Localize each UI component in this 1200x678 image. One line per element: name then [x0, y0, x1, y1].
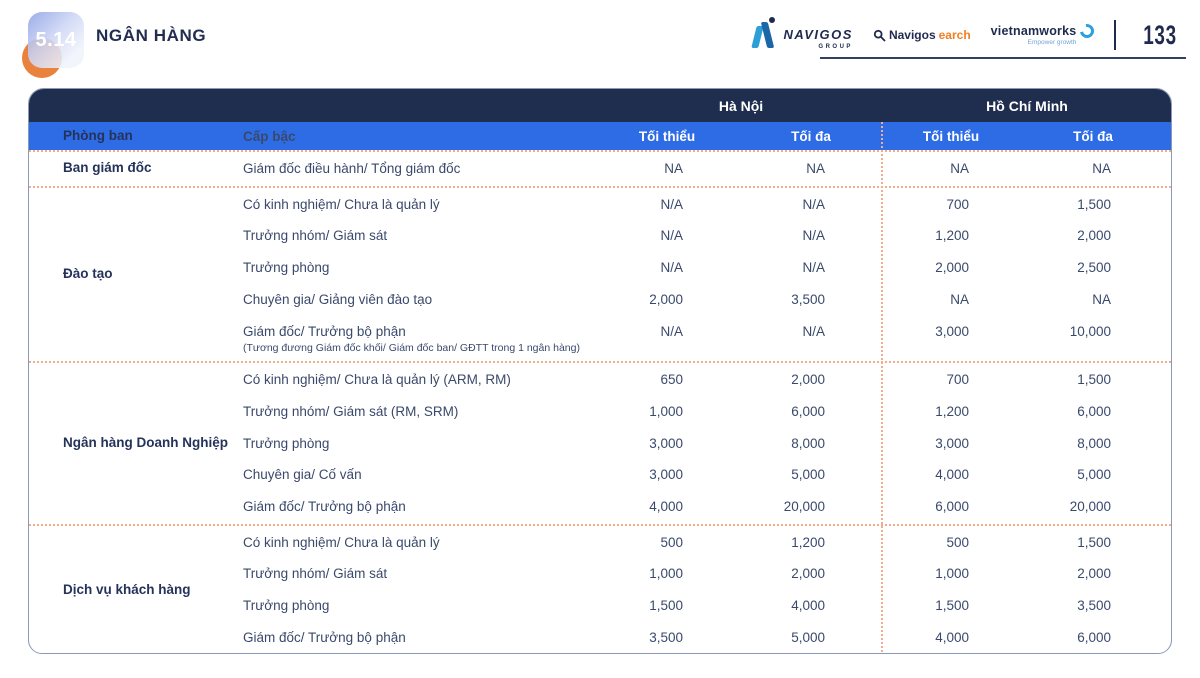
section-rows — [231, 153, 1173, 185]
salary-value: 1,500 — [1077, 196, 1111, 212]
table-row — [231, 622, 1173, 654]
level-cell — [231, 396, 601, 428]
page-number: 133 — [1143, 19, 1177, 50]
level-cell — [231, 491, 601, 523]
salary-value: NA — [806, 161, 825, 176]
level-name: Giám đốc/ Trưởng bộ phận — [243, 323, 406, 339]
row-filler — [1111, 284, 1173, 316]
row-filler — [1111, 364, 1173, 396]
level-name: Chuyên gia/ Cố vấn — [243, 467, 362, 483]
level-cell — [231, 364, 601, 396]
table-row — [231, 220, 1173, 252]
logo-bar — [761, 22, 774, 48]
column-header-hcm-max: Tối đa — [1073, 128, 1113, 144]
salary-value: 4,000 — [791, 598, 825, 614]
table-row — [231, 252, 1173, 284]
salary-value: 8,000 — [791, 435, 825, 451]
salary-value: 2,000 — [649, 291, 683, 307]
level-name: Có kinh nghiệm/ Chưa là quản lý (ARM, RM) — [243, 372, 511, 388]
column-header-hn-min: Tối thiểu — [638, 128, 696, 144]
logo-row — [752, 16, 1184, 54]
row-filler — [1111, 153, 1173, 185]
salary-value: 5,000 — [1077, 467, 1111, 483]
table-section — [29, 361, 1171, 524]
salary-value: 6,000 — [1077, 403, 1111, 419]
salary-value: 700 — [946, 196, 969, 212]
navigos-group-logo — [752, 20, 853, 50]
table-row — [231, 558, 1173, 590]
salary-value: 3,500 — [649, 629, 683, 645]
vietnamworks-logo — [991, 24, 1095, 47]
level-cell — [231, 153, 601, 185]
level-name: Trưởng nhóm/ Giám sát (RM, SRM) — [243, 403, 459, 419]
navigos-search-name: Navigos — [888, 28, 936, 42]
level-name: Giám đốc điều hành/ Tổng giám đốc — [243, 161, 461, 176]
vietnamworks-top — [991, 24, 1095, 38]
salary-value: 1,500 — [935, 598, 969, 614]
salary-value: 3,000 — [649, 435, 683, 451]
table-section — [29, 150, 1171, 186]
vietnamworks-swirl-icon — [1078, 21, 1097, 40]
column-header-level: Cấp bậc — [243, 128, 296, 144]
salary-value: 700 — [946, 372, 969, 388]
table-row — [231, 428, 1173, 460]
salary-value: 2,000 — [791, 566, 825, 582]
salary-value: N/A — [802, 228, 825, 244]
salary-value: 1,000 — [649, 566, 683, 582]
salary-value: 500 — [946, 534, 969, 550]
region-header-hanoi: Hà Nội — [718, 97, 764, 114]
table-row — [231, 316, 1173, 361]
salary-value: 4,000 — [649, 499, 683, 515]
salary-value: 10,000 — [1069, 323, 1111, 339]
navigos-group-text — [783, 28, 853, 50]
row-filler — [1111, 252, 1173, 284]
salary-value: N/A — [660, 196, 683, 212]
level-cell — [231, 590, 601, 622]
row-filler — [1111, 396, 1173, 428]
level-name: Có kinh nghiệm/ Chưa là quản lý — [243, 534, 440, 550]
salary-value: 2,000 — [791, 372, 825, 388]
city-divider-line — [881, 122, 883, 652]
salary-value: 1,000 — [649, 403, 683, 419]
search-icon — [873, 29, 886, 42]
level-cell — [231, 428, 601, 460]
level-name: Trưởng phòng — [243, 435, 330, 451]
header-underline — [820, 57, 1186, 59]
level-cell — [231, 527, 601, 559]
table-row — [231, 590, 1173, 622]
salary-value: 3,000 — [649, 467, 683, 483]
table-section — [29, 524, 1171, 655]
salary-value: NA — [1092, 291, 1111, 307]
page-title: NGÂN HÀNG — [96, 26, 207, 45]
level-name: Giám đốc/ Trưởng bộ phận — [243, 629, 406, 645]
salary-value: 1,000 — [935, 566, 969, 582]
navigos-group-icon — [752, 20, 778, 50]
salary-value: NA — [950, 161, 969, 176]
salary-value: 2,000 — [935, 260, 969, 276]
salary-value: 6,000 — [935, 499, 969, 515]
level-name: Có kinh nghiệm/ Chưa là quản lý — [243, 196, 440, 212]
salary-value: 650 — [660, 372, 683, 388]
level-cell — [231, 316, 601, 361]
salary-value: 3,500 — [791, 291, 825, 307]
row-filler — [1111, 527, 1173, 559]
level-cell — [231, 252, 601, 284]
navigos-group-name: NAVIGOS — [783, 27, 853, 42]
navigos-search-logo — [873, 28, 971, 42]
salary-value: 2,000 — [1077, 566, 1111, 582]
level-name: Chuyên gia/ Giảng viên đào tạo — [243, 291, 433, 307]
table-row — [231, 396, 1173, 428]
department-name: Đào tạo — [63, 266, 113, 282]
salary-value: N/A — [660, 228, 683, 244]
salary-value: NA — [664, 161, 683, 176]
row-filler — [1111, 316, 1173, 361]
level-name: Trưởng phòng — [243, 260, 330, 276]
section-number: 5.14 — [35, 28, 77, 51]
salary-value: 6,000 — [1077, 629, 1111, 645]
salary-value: 20,000 — [1069, 499, 1111, 515]
navigos-search-accent: earch — [938, 28, 971, 42]
level-cell — [231, 189, 601, 221]
salary-value: N/A — [802, 196, 825, 212]
salary-value: 20,000 — [783, 499, 825, 515]
table-body — [29, 150, 1171, 655]
column-header-row — [29, 122, 1171, 150]
row-filler — [1111, 622, 1173, 654]
level-cell — [231, 622, 601, 654]
column-header-department: Phòng ban — [63, 127, 133, 143]
salary-value: N/A — [802, 260, 825, 276]
section-rows — [231, 527, 1173, 654]
salary-value: N/A — [660, 323, 683, 339]
table-row — [231, 189, 1173, 221]
salary-value: 2,500 — [1077, 260, 1111, 276]
badge-tile — [28, 12, 84, 68]
table-row — [231, 284, 1173, 316]
salary-value: 5,000 — [791, 467, 825, 483]
column-header-hn-max: Tối đa — [791, 128, 831, 144]
table-row — [231, 459, 1173, 491]
salary-value: 1,200 — [791, 534, 825, 550]
salary-value: 1,500 — [1077, 534, 1111, 550]
department-name: Ngân hàng Doanh Nghiệp — [63, 435, 228, 451]
row-filler — [1111, 491, 1173, 523]
row-filler — [1111, 558, 1173, 590]
table-row — [231, 364, 1173, 396]
salary-value: N/A — [660, 260, 683, 276]
level-cell — [231, 220, 601, 252]
salary-value: 3,000 — [935, 435, 969, 451]
section-rows — [231, 364, 1173, 523]
row-filler — [1111, 459, 1173, 491]
salary-value: 1,200 — [935, 228, 969, 244]
salary-value: 1,500 — [649, 598, 683, 614]
section-rows — [231, 189, 1173, 361]
salary-value: 8,000 — [1077, 435, 1111, 451]
salary-table — [28, 88, 1172, 654]
salary-value: 1,500 — [1077, 372, 1111, 388]
level-cell — [231, 284, 601, 316]
salary-value: 5,000 — [791, 629, 825, 645]
navigos-group-sub: GROUP — [818, 44, 853, 50]
table-section — [29, 186, 1171, 362]
salary-value: NA — [950, 291, 969, 307]
row-filler — [1111, 220, 1173, 252]
table-row — [231, 527, 1173, 559]
salary-value: N/A — [802, 323, 825, 339]
level-note: (Tương đương Giám đốc khối/ Giám đốc ban/ GĐTT trong 1 ngân hàng) — [243, 342, 580, 355]
table-row — [231, 153, 1173, 185]
level-name: Giám đốc/ Trưởng bộ phận — [243, 499, 406, 515]
level-cell — [231, 558, 601, 590]
header-divider — [1114, 20, 1116, 50]
level-cell — [231, 459, 601, 491]
salary-value: 2,000 — [1077, 228, 1111, 244]
section-badge — [28, 12, 88, 72]
salary-value: 500 — [660, 534, 683, 550]
salary-value: 4,000 — [935, 467, 969, 483]
level-name: Trưởng nhóm/ Giám sát — [243, 228, 388, 244]
department-name: Dịch vụ khách hàng — [63, 581, 191, 597]
vietnamworks-tagline: Empower growth — [1027, 38, 1077, 46]
row-filler — [1111, 189, 1173, 221]
table-row — [231, 491, 1173, 523]
salary-value: 4,000 — [935, 629, 969, 645]
salary-value: 1,200 — [935, 403, 969, 419]
level-name: Trưởng nhóm/ Giám sát — [243, 566, 388, 582]
region-header-row — [29, 89, 1171, 122]
row-filler — [1111, 590, 1173, 622]
column-header-hcm-min: Tối thiểu — [922, 128, 980, 144]
logo-dot — [769, 17, 775, 23]
salary-value: 6,000 — [791, 403, 825, 419]
salary-value: 3,500 — [1077, 598, 1111, 614]
salary-value: 3,000 — [935, 323, 969, 339]
level-name: Trưởng phòng — [243, 598, 330, 614]
department-name: Ban giám đốc — [63, 160, 152, 176]
salary-value: NA — [1092, 161, 1111, 176]
vietnamworks-name: vietnamworks — [990, 23, 1077, 38]
region-header-hcm: Hồ Chí Minh — [986, 97, 1068, 114]
row-filler — [1111, 428, 1173, 460]
